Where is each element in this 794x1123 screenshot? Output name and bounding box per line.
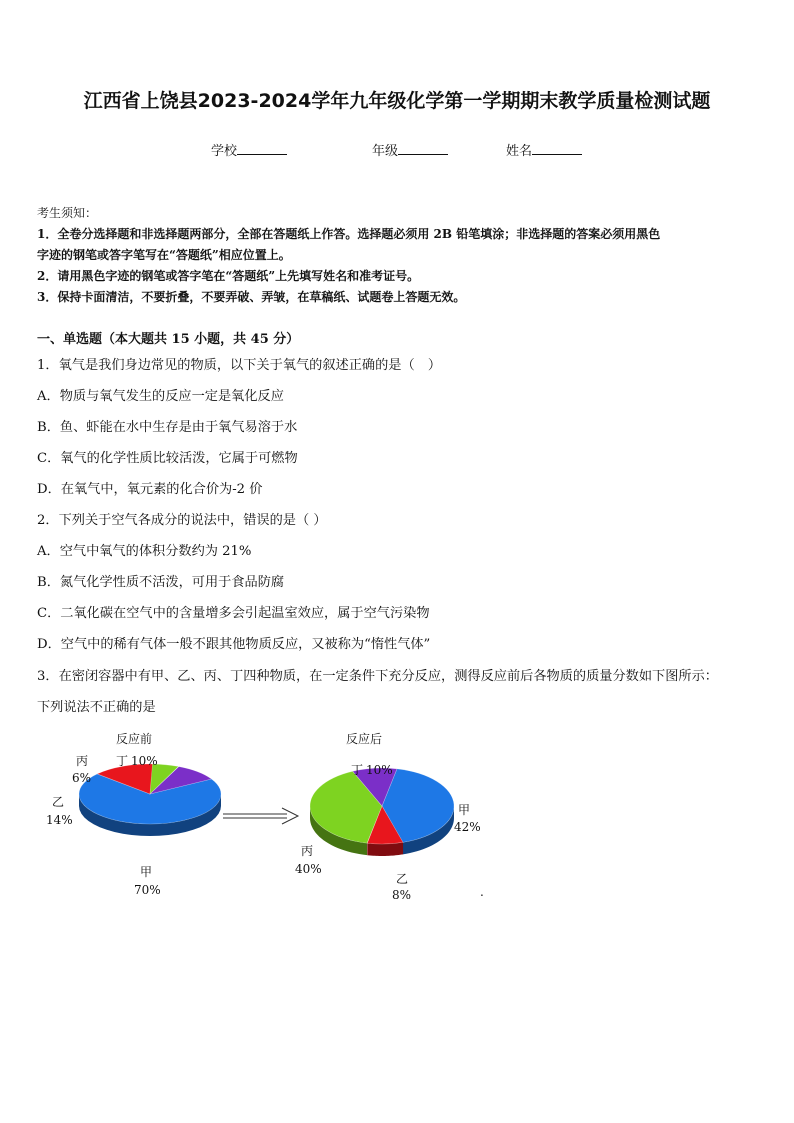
pie-after-value-bing: 40% <box>295 862 322 876</box>
notice-item: 1．全卷分选择题和非选择题两部分，全部在答题纸上作答。选择题必须用 2B 铅笔填涂；非选择题的答案必须用黑色 <box>37 227 661 241</box>
page-title: 江西省上饶县2023-2024学年九年级化学第一学期期末教学质量检测试题 <box>83 90 711 112</box>
pie-before-label-bing: 丙 <box>76 754 89 768</box>
pie-charts-svg <box>30 724 500 904</box>
pie-before-label-yi: 乙 <box>52 795 65 809</box>
question-1-stem: 1．氧气是我们身边常见的物质，以下关于氧气的叙述正确的是（ ） <box>37 358 442 373</box>
question-3-stem-2: 下列说法不正确的是 <box>37 700 156 715</box>
question-2-option-d: D．空气中的稀有气体一般不跟其他物质反应，又被称为“惰性气体” <box>37 637 431 652</box>
chart-title-before: 反应前 <box>116 732 153 746</box>
name-blank[interactable] <box>532 142 582 155</box>
notice-item: 2．请用黑色字迹的钢笔或答字笔在“答题纸”上先填写姓名和准考证号。 <box>37 269 420 283</box>
arrow-icon <box>223 808 298 824</box>
pie-after-label-jia: 甲 <box>458 803 471 817</box>
notice-item: 3．保持卡面清洁，不要折叠，不要弄破、弄皱，在草稿纸、试题卷上答题无效。 <box>37 290 466 304</box>
pie-after-label-ding: 丁 <box>351 763 364 777</box>
name-field[interactable] <box>506 140 582 159</box>
grade-field[interactable] <box>372 140 448 159</box>
section-heading: 一、单选题（本大题共 15 小题，共 45 分） <box>37 332 300 347</box>
stray-dot: . <box>480 885 484 899</box>
pie-after <box>310 768 454 856</box>
notice-item: 字迹的钢笔或答字笔写在“答题纸”相应位置上。 <box>37 248 291 262</box>
school-field[interactable] <box>211 140 287 159</box>
question-2-stem: 2．下列关于空气各成分的说法中，错误的是（ ） <box>37 513 327 528</box>
question-1-option-a: A．物质与氧气发生的反应一定是氧化反应 <box>37 389 284 404</box>
school-blank[interactable] <box>237 142 287 155</box>
name-label: 姓名 <box>506 144 533 159</box>
question-2-option-c: C．二氧化碳在空气中的含量增多会引起温室效应，属于空气污染物 <box>37 606 430 621</box>
pie-before-value-jia: 70% <box>134 883 161 897</box>
pie-before <box>79 764 221 836</box>
school-label: 学校 <box>211 144 238 159</box>
question-2-option-a: A．空气中氧气的体积分数约为 21% <box>37 544 252 559</box>
pie-before-label-jia: 甲 <box>140 865 153 879</box>
pie-before-label-ding: 丁 <box>116 754 129 768</box>
pie-before-value-bing: 6% <box>72 771 92 785</box>
question-3-stem: 3．在密闭容器中有甲、乙、丙、丁四种物质，在一定条件下充分反应，测得反应前后各物质的质量分数如下图所示： <box>37 669 718 684</box>
question-1-option-c: C．氧气的化学性质比较活泼，它属于可燃物 <box>37 451 298 466</box>
grade-label: 年级 <box>372 144 399 159</box>
pie-after-value-yi: 8% <box>392 888 412 902</box>
pie-charts-figure <box>30 724 500 904</box>
chart-title-after: 反应后 <box>346 732 383 746</box>
question-1-option-b: B．鱼、虾能在水中生存是由于氧气易溶于水 <box>37 420 298 435</box>
notice-heading: 考生须知： <box>37 206 98 220</box>
question-2-option-b: B．氮气化学性质不活泼，可用于食品防腐 <box>37 575 285 590</box>
question-1-option-d: D．在氧气中，氧元素的化合价为-2 价 <box>37 482 263 497</box>
pie-after-value-ding: 10% <box>366 763 393 777</box>
pie-before-value-yi: 14% <box>46 813 73 827</box>
pie-after-label-yi: 乙 <box>396 872 409 886</box>
pie-side-乙 <box>367 842 403 856</box>
pie-after-label-bing: 丙 <box>301 844 314 858</box>
pie-after-value-jia: 42% <box>454 820 481 834</box>
grade-blank[interactable] <box>398 142 448 155</box>
pie-before-value-ding: 10% <box>131 754 158 768</box>
